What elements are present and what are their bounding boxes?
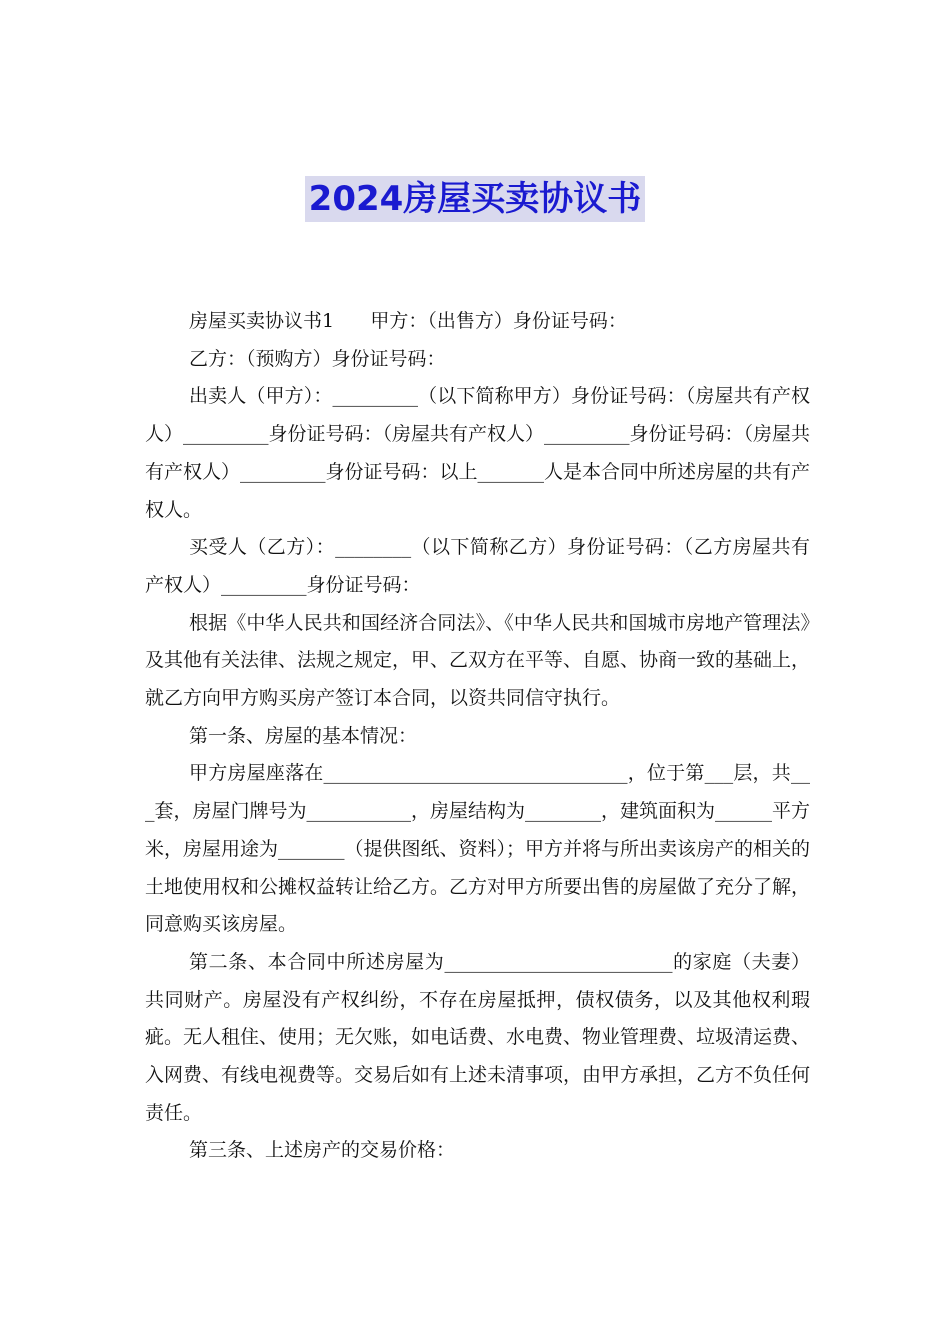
paragraph: 出卖人（甲方）：_________（以下简称甲方）身份证号码：（房屋共有产权人）_________身份证号码：（房屋共有产权人）_________身份证号码：（房屋共有产权人）_________身份证号码：以上_______人是本合同中所述房屋的共有产权人。 (145, 385, 811, 521)
paragraph: 第三条、上述房产的交易价格： (189, 1139, 456, 1162)
document-title: 2024房屋买卖协议书 (305, 176, 646, 222)
paragraph: 第一条、房屋的基本情况： (189, 724, 418, 747)
title-container (0, 176, 950, 222)
paragraph: 甲方房屋座落在________________________________，位于第___层，共___套，房屋门牌号为___________，房屋结构为________，建筑面积为______平方米，房屋用途为_______（提供图纸、资料）；甲方并将与所出卖该房产的相关的土地使用权和公摊权益转让给乙方。乙方对甲方所要出售的房屋做了充分了解，同意购买该房屋。 (145, 762, 811, 936)
paragraph: 乙方：（预购方）身份证号码： (189, 347, 446, 370)
paragraph: 第二条、本合同中所述房屋为________________________的家庭（夫妻）共同财产。房屋没有产权纠纷，不存在房屋抵押，债权债务，以及其他权利瑕疵。无人租住、使用；无欠账，如电话费、水电费、物业管理费、垃圾清运费、入网费、有线电视费等。交易后如有上述未清事项，由甲方承担，乙方不负任何责任。 (145, 950, 811, 1124)
paragraph: 房屋买卖协议书1 甲方：（出售方）身份证号码： (189, 310, 627, 332)
document-body (145, 303, 810, 1170)
paragraph: 买受人（乙方）：________（以下简称乙方）身份证号码：（乙方房屋共有产权人）_________身份证号码： (145, 536, 810, 596)
paragraph: 根据《中华人民共和国经济合同法》、《中华人民共和国城市房地产管理法》及其他有关法律、法规之规定，甲、乙双方在平等、自愿、协商一致的基础上，就乙方向甲方购买房产签订本合同，以资共同信守执行。 (145, 611, 811, 710)
